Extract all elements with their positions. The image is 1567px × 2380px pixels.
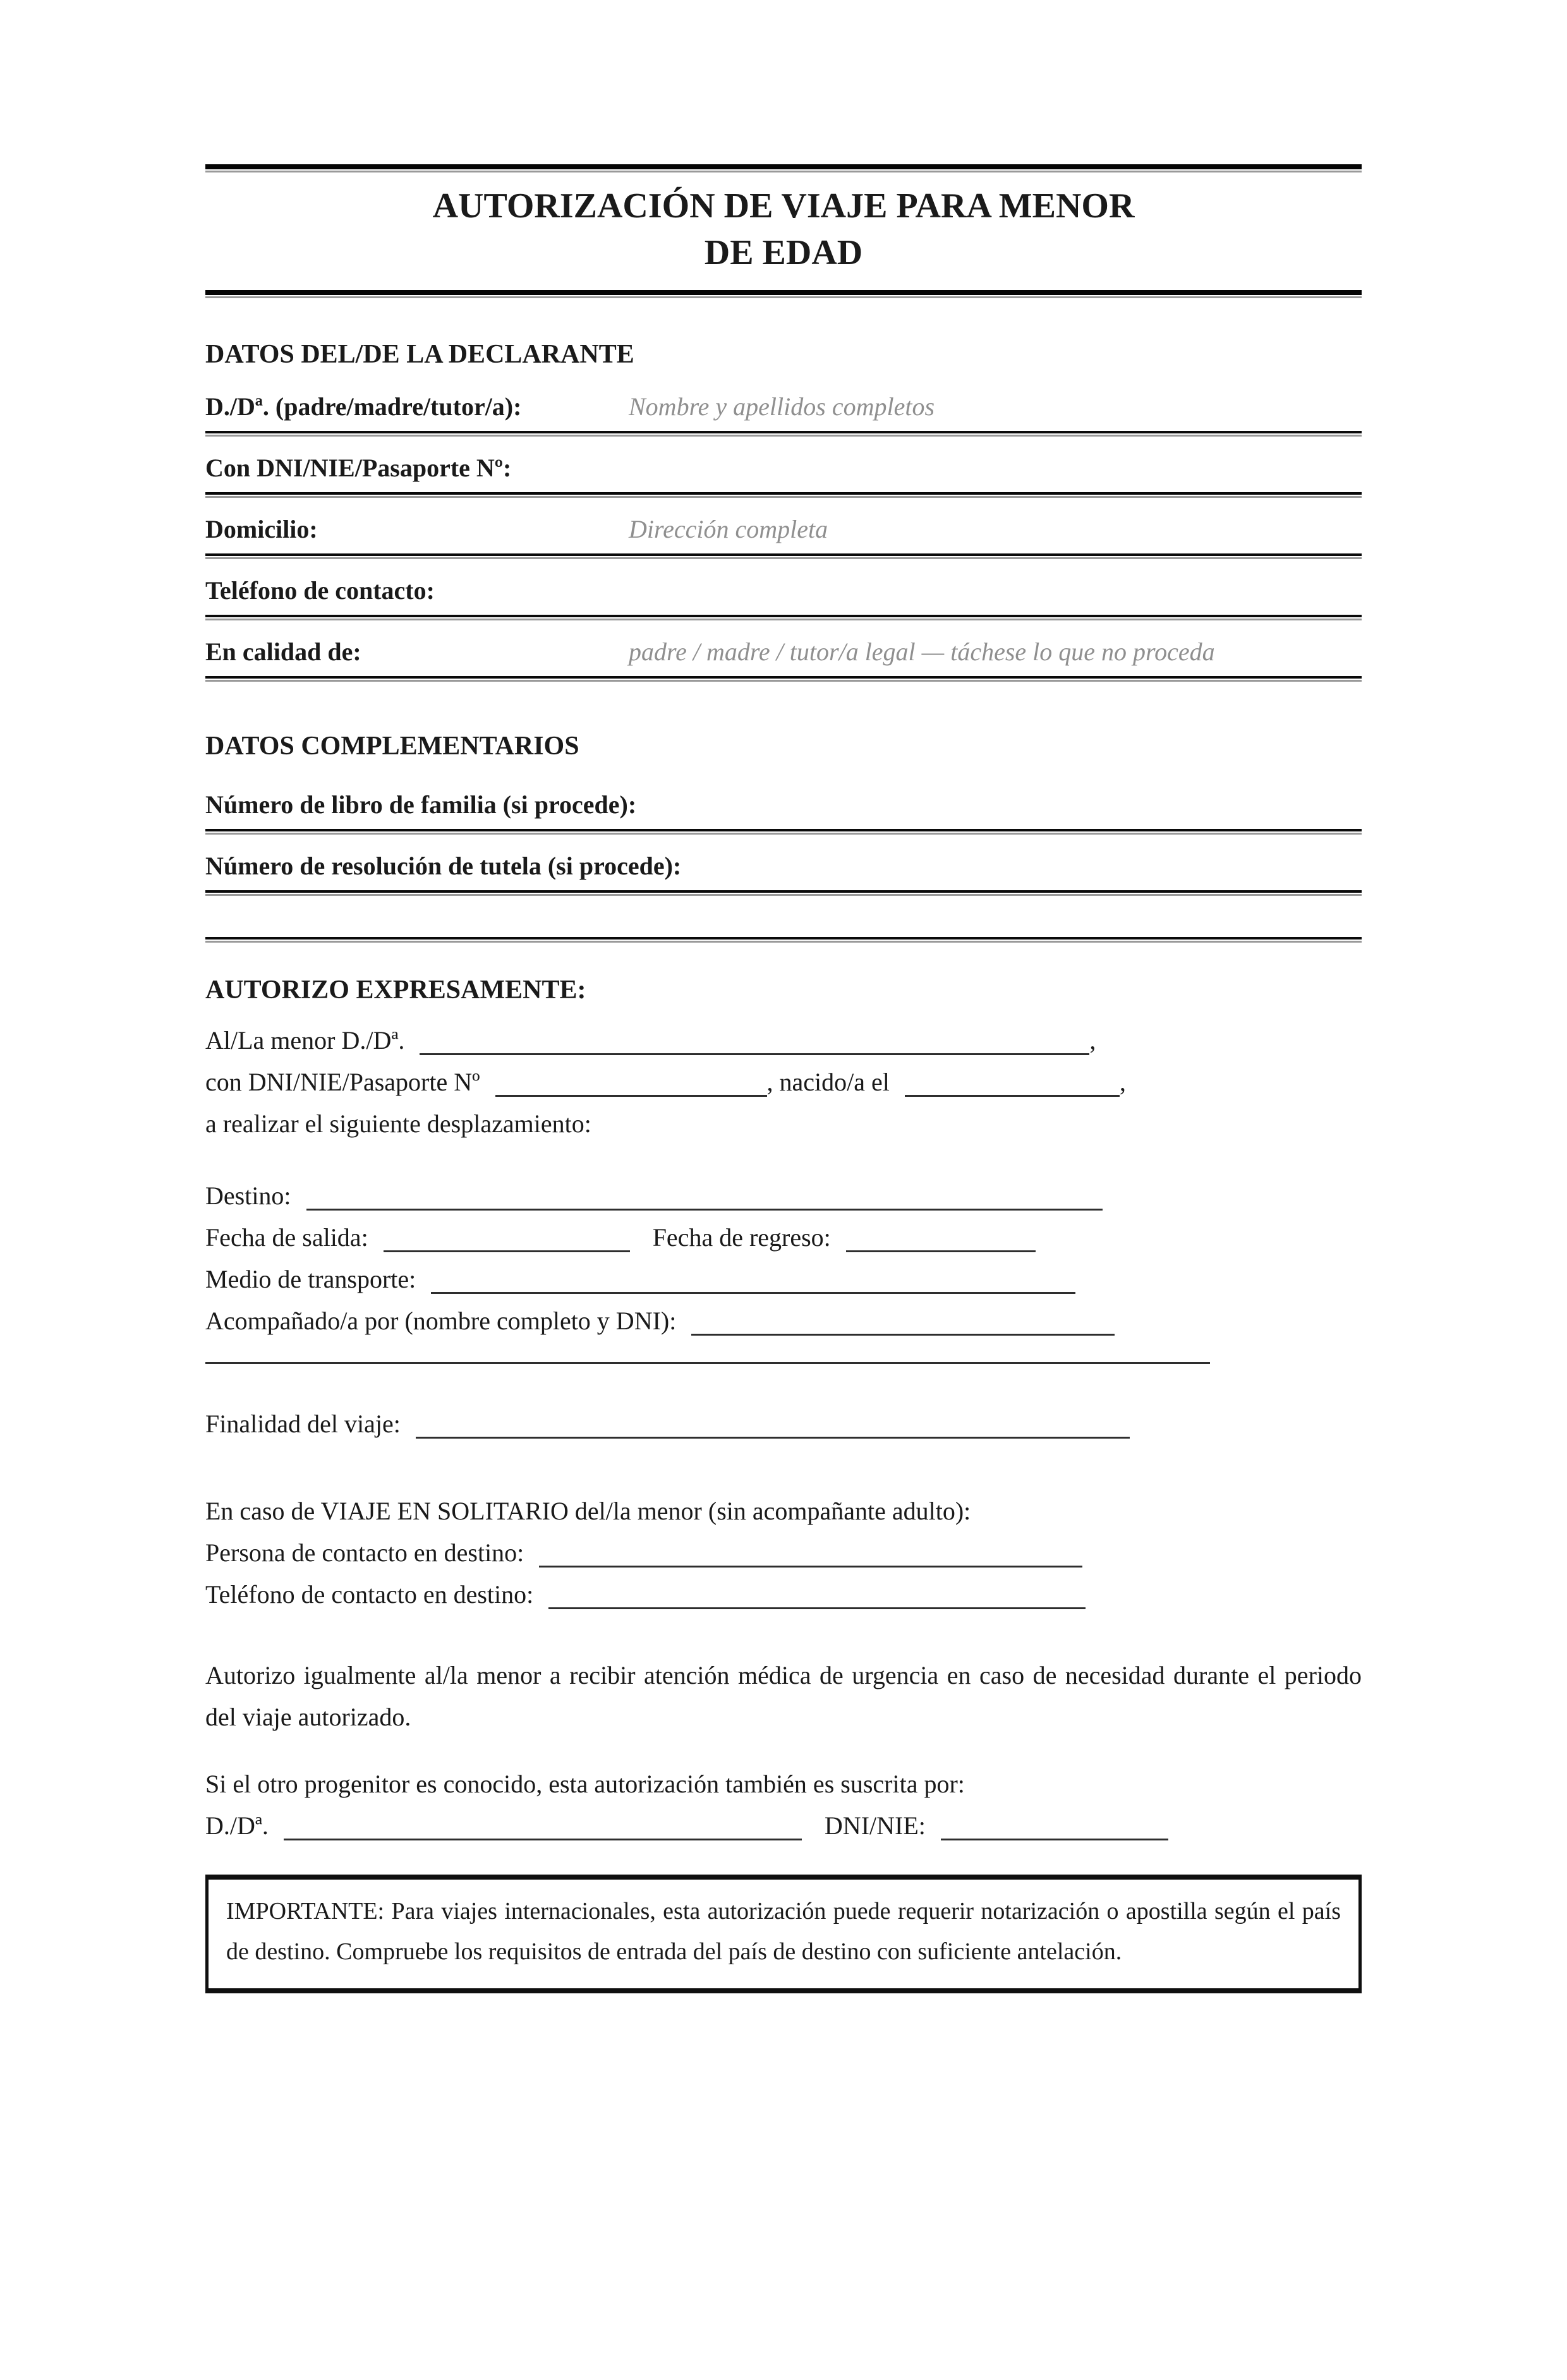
other-parent-intro: Si el otro progenitor es conocido, esta autorización también es suscrita por: [205,1770,965,1798]
important-note-box [205,1875,1362,1993]
contact-phone-blank[interactable] [548,1588,1086,1609]
minor-name-prefix: Al/La menor D./Dª. [205,1026,405,1054]
important-note-text: IMPORTANTE: Para viajes internacionales, esta autorización puede requerir notarización o apostilla según el país de destino. Compruebe los requisitos de entrada del país de destino con suficiente antelación. [226,1898,1341,1965]
destination-line [205,1175,1362,1217]
other-parent-line [205,1805,1362,1847]
trip-purpose-blank[interactable] [416,1418,1130,1439]
transport-blank[interactable] [431,1273,1075,1294]
guardianship-row [205,850,1362,896]
title-line-1: AUTORIZACIÓN DE VIAJE PARA MENOR [432,186,1135,226]
family-book-label: Número de libro de familia (si procede): [205,790,637,819]
declarant-capacity-placeholder: padre / madre / tutor/a legal — táchese lo que no proceda [629,637,1215,666]
title-rule-top [205,164,1362,172]
declarant-section-heading: DATOS DEL/DE LA DECLARANTE [205,340,634,369]
minor-id-line [205,1061,1362,1103]
contact-person-blank[interactable] [539,1547,1082,1568]
authorization-section-heading: AUTORIZO EXPRESAMENTE: [205,976,586,1005]
trip-purpose-label: Finalidad del viaje: [205,1410,401,1438]
guardianship-label: Número de resolución de tutela (si procede): [205,852,682,880]
title-line-2: DE EDAD [704,233,863,272]
other-parent-name-blank[interactable] [284,1820,802,1840]
companion-blank[interactable] [691,1315,1115,1336]
other-parent-dni-blank[interactable] [941,1820,1168,1840]
family-book-row [205,788,1362,835]
declarant-capacity-label: En calidad de: [205,637,361,666]
destination-label: Destino: [205,1181,291,1210]
complementary-section-heading: DATOS COMPLEMENTARIOS [205,732,579,761]
document-page [205,164,1362,1993]
companion-continuation-blank[interactable] [205,1358,1210,1364]
destination-blank[interactable] [306,1190,1103,1211]
contact-person-line [205,1532,1362,1574]
guardianship-extra-input-line[interactable] [205,937,1362,943]
declarant-phone-input-line[interactable] [205,615,1362,620]
trip-purpose-line [205,1403,1362,1445]
departure-date-blank[interactable] [384,1231,630,1252]
declarant-id-row [205,452,1362,498]
comma-after-birthdate: , [1119,1068,1126,1096]
declarant-name-row [205,390,1362,437]
transport-label: Medio de transporte: [205,1265,416,1293]
declarant-phone-label: Teléfono de contacto: [205,576,435,605]
guardianship-input-line[interactable] [205,890,1362,896]
declarant-id-input-line[interactable] [205,492,1362,498]
declarant-id-label: Con DNI/NIE/Pasaporte Nº: [205,454,512,482]
title-rule-bottom [205,290,1362,298]
declarant-name-placeholder: Nombre y apellidos completos [629,392,935,421]
born-label: , nacido/a el [766,1068,890,1096]
return-date-blank[interactable] [846,1231,1036,1252]
contact-phone-label: Teléfono de contacto en destino: [205,1580,534,1609]
solo-travel-intro: En caso de VIAJE EN SOLITARIO del/la menor (sin acompañante adulto): [205,1497,971,1525]
transport-line [205,1259,1362,1300]
trip-purpose-intro: a realizar el siguiente desplazamiento: [205,1109,591,1138]
minor-name-blank[interactable] [420,1034,1089,1055]
departure-date-label: Fecha de salida: [205,1223,368,1252]
declarant-phone-row [205,574,1362,620]
declarant-address-placeholder: Dirección completa [629,515,828,543]
other-parent-name-label: D./Dª. [205,1811,269,1840]
minor-name-line [205,1020,1362,1061]
document-title [205,183,1362,276]
declarant-address-row [205,513,1362,559]
birthdate-blank[interactable] [905,1076,1120,1097]
medical-authorization-text: Autorizo igualmente al/la menor a recibir atención médica de urgencia en caso de necesidad durante el periodo del viaje autorizado. [205,1661,1362,1731]
comma-after-name: , [1089,1026,1096,1054]
declarant-capacity-input-line[interactable] [205,676,1362,682]
declarant-address-label: Domicilio: [205,515,318,543]
declarant-name-input-line[interactable] [205,431,1362,437]
other-parent-dni-label: DNI/NIE: [824,1811,926,1840]
companion-label: Acompañado/a por (nombre completo y DNI): [205,1307,677,1335]
declarant-name-label: D./Dª. (padre/madre/tutor/a): [205,392,522,421]
declarant-address-input-line[interactable] [205,553,1362,559]
return-date-label: Fecha de regreso: [652,1223,831,1252]
companion-line [205,1300,1362,1342]
family-book-input-line[interactable] [205,829,1362,835]
contact-person-label: Persona de contacto en destino: [205,1538,524,1567]
minor-dni-prefix: con DNI/NIE/Pasaporte Nº [205,1068,480,1096]
dates-line [205,1217,1362,1259]
declarant-capacity-row [205,636,1362,682]
contact-phone-line [205,1574,1362,1616]
minor-dni-blank[interactable] [495,1076,767,1097]
